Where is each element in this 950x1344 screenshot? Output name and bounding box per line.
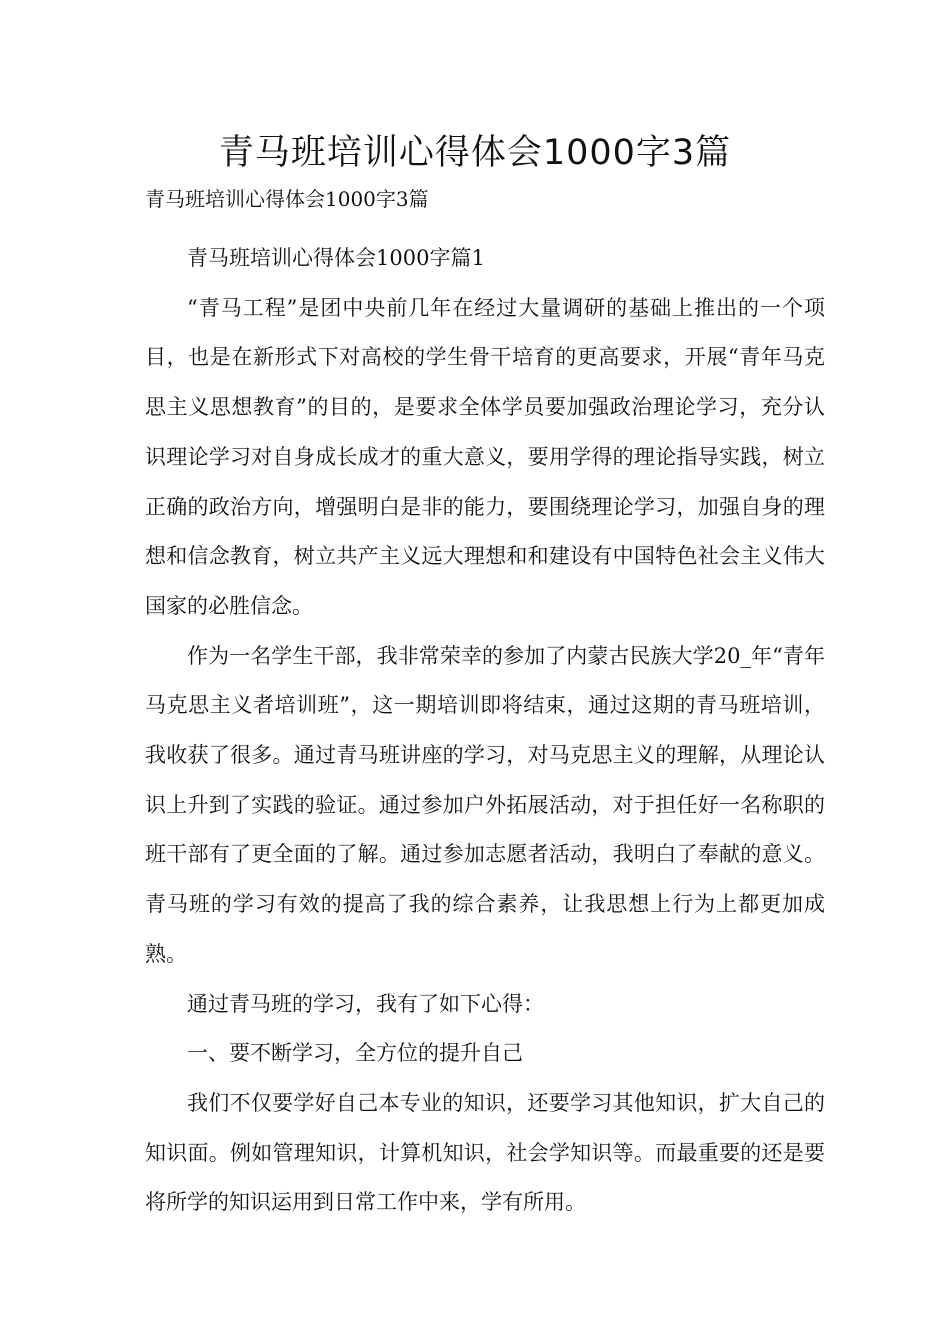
paragraph: “青马工程”是团中央前几年在经过大量调研的基础上推出的一个项目，也是在新形式下对高校的学生骨干培育的更高要求，开展“青年马克思主义思想教育”的目的，是要求全体学员要加强政治理论学习，充分认识理论学习对自身成长成才的重大意义，要用学得的理论指导实践，树立正确的政治方向，增强明白是非的能力，要围绕理论学习，加强自身的理想和信念教育，树立共产主义远大理想和和建设有中国特色社会主义伟大国家的必胜信念。 <box>145 295 825 618</box>
section-heading: 青马班培训心得体会1000字篇1 <box>187 246 485 270</box>
paragraph: 通过青马班的学习，我有了如下心得： <box>187 991 544 1016</box>
paragraph: 我们不仅要学好自己本专业的知识，还要学习其他知识，扩大自己的知识面。例如管理知识，计算机知识，社会学知识等。而最重要的还是要将所学的知识运用到日常工作中来，学有所用。 <box>145 1090 825 1215</box>
document-body <box>145 234 825 1228</box>
paragraph: 作为一名学生干部，我非常荣幸的参加了内蒙古民族大学20_年“青年马克思主义者培训班”，这一期培训即将结束，通过这期的青马班培训，我收获了很多。通过青马班讲座的学习，对马克思主义的理解，从理论认识上升到了实践的验证。通过参加户外拓展活动，对于担任好一名称职的班干部有了更全面的了解。通过参加志愿者活动，我明白了奉献的意义。青马班的学习有效的提高了我的综合素养，让我思想上行为上都更加成熟。 <box>145 643 825 966</box>
subsection-heading: 一、要不断学习，全方位的提升自己 <box>187 1041 523 1066</box>
document-title: 青马班培训心得体会1000字3篇 <box>218 133 732 173</box>
document-subtitle: 青马班培训心得体会1000字3篇 <box>145 187 429 211</box>
